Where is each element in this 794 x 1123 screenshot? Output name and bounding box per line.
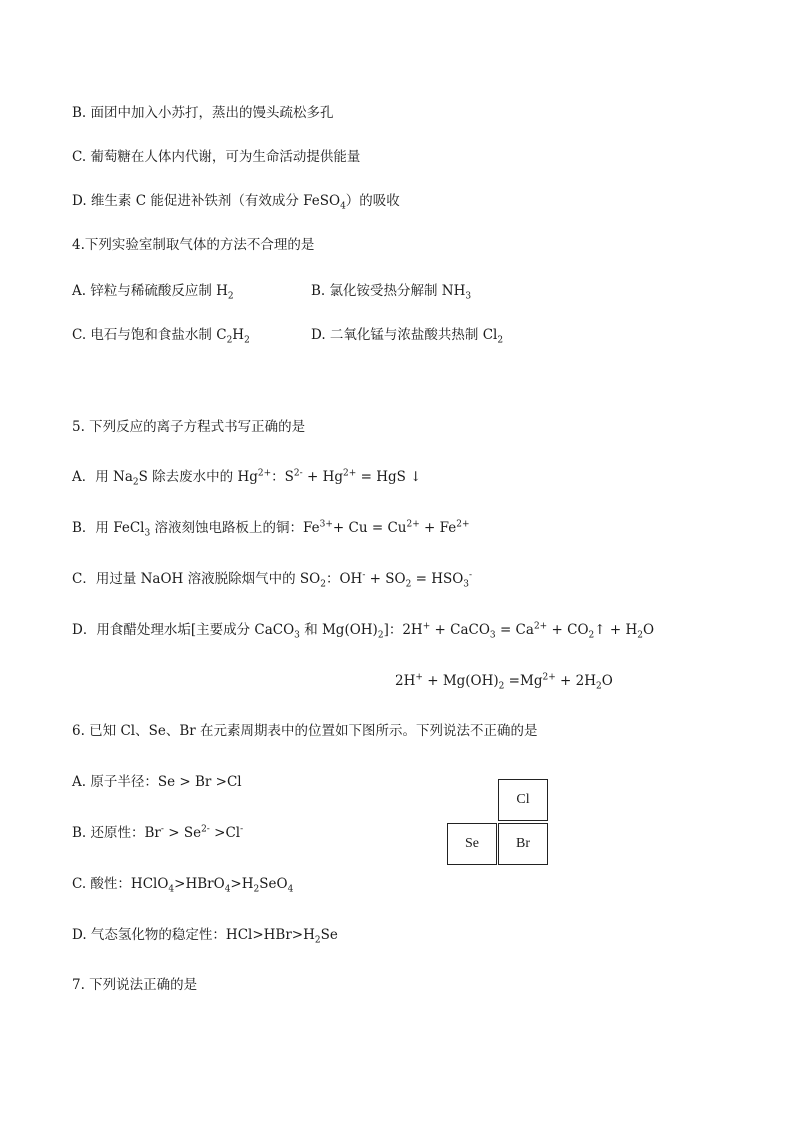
q4-option-c: C. 电石与饱和食盐水制 $C_2H_2$ (72, 327, 250, 346)
q5-option-d: D．用食醋处理水垢[主要成分 CaCO$_3$ 和 $Mg(OH)_2$]：2H+ + CaCO$_3$ = $Ca^{2+}$ + $CO_2↑ + H_2O$ (72, 621, 655, 641)
q7-stem: 7. 下列说法正确的是 (72, 977, 198, 993)
q3-option-b: B. 面团中加入小苏打，蒸出的馒头疏松多孔 (72, 105, 334, 121)
q6-option-c: C. 酸性：$HClO_4>HBrO_4>H_2SeO_4$ (72, 876, 294, 895)
element-cell-se: Se (447, 823, 497, 865)
q5-option-b: B．用 FeCl$_3$ 溶液刻蚀电路板上的铜：$Fe^{3+}+ Cu = Cu^{2+} + Fe^{2+}$ (72, 519, 470, 539)
element-cell-cl: Cl (498, 779, 548, 821)
q3-option-d: D. 维生素 C 能促进补铁剂（有效成分 FeSO$_4$）的吸收 (72, 193, 400, 212)
q6-option-d: D. 气态氢化物的稳定性：$HCl>HBr>H_2Se$ (72, 927, 338, 946)
q6-option-a: A. 原子半径：Se > Br >Cl (72, 774, 242, 790)
periodic-table-fragment (447, 779, 549, 866)
element-cell-br: Br (498, 823, 548, 865)
q4-option-b: B. 氯化铵受热分解制 $NH_3$ (311, 283, 472, 302)
q4-stem: 4.下列实验室制取气体的方法不合理的是 (72, 237, 315, 253)
q6-option-b: B. 还原性：$Br^- > Se^{2-} >Cl^-$ (72, 824, 244, 841)
q4-option-d: D. 二氧化锰与浓盐酸共热制 $Cl_2$ (311, 327, 504, 346)
q5-stem: 5. 下列反应的离子方程式书写正确的是 (72, 419, 306, 435)
q5-option-a: A．用 $Na_2S$ 除去废水中的 $Hg^{2+}$：$S^{2-} + Hg^{2+}$ = HgS ↓ (72, 468, 422, 488)
q4-option-a: A. 锌粒与稀硫酸反应制 $H_2$ (72, 283, 234, 302)
q6-stem: 6. 已知 Cl、Se、Br 在元素周期表中的位置如下图所示。下列说法不正确的是 (72, 723, 538, 739)
q5-option-c: C．用过量 NaOH 溶液脱除烟气中的 $SO_2$：$OH^- + SO_2 = HSO_3^-$ (72, 570, 473, 590)
q3-option-c: C. 葡萄糖在人体内代谢，可为生命活动提供能量 (72, 149, 361, 165)
q5-option-d-equation-2: $2H^+ + Mg(OH)_2 =Mg^{2+} + 2H_2O$ (395, 672, 613, 692)
